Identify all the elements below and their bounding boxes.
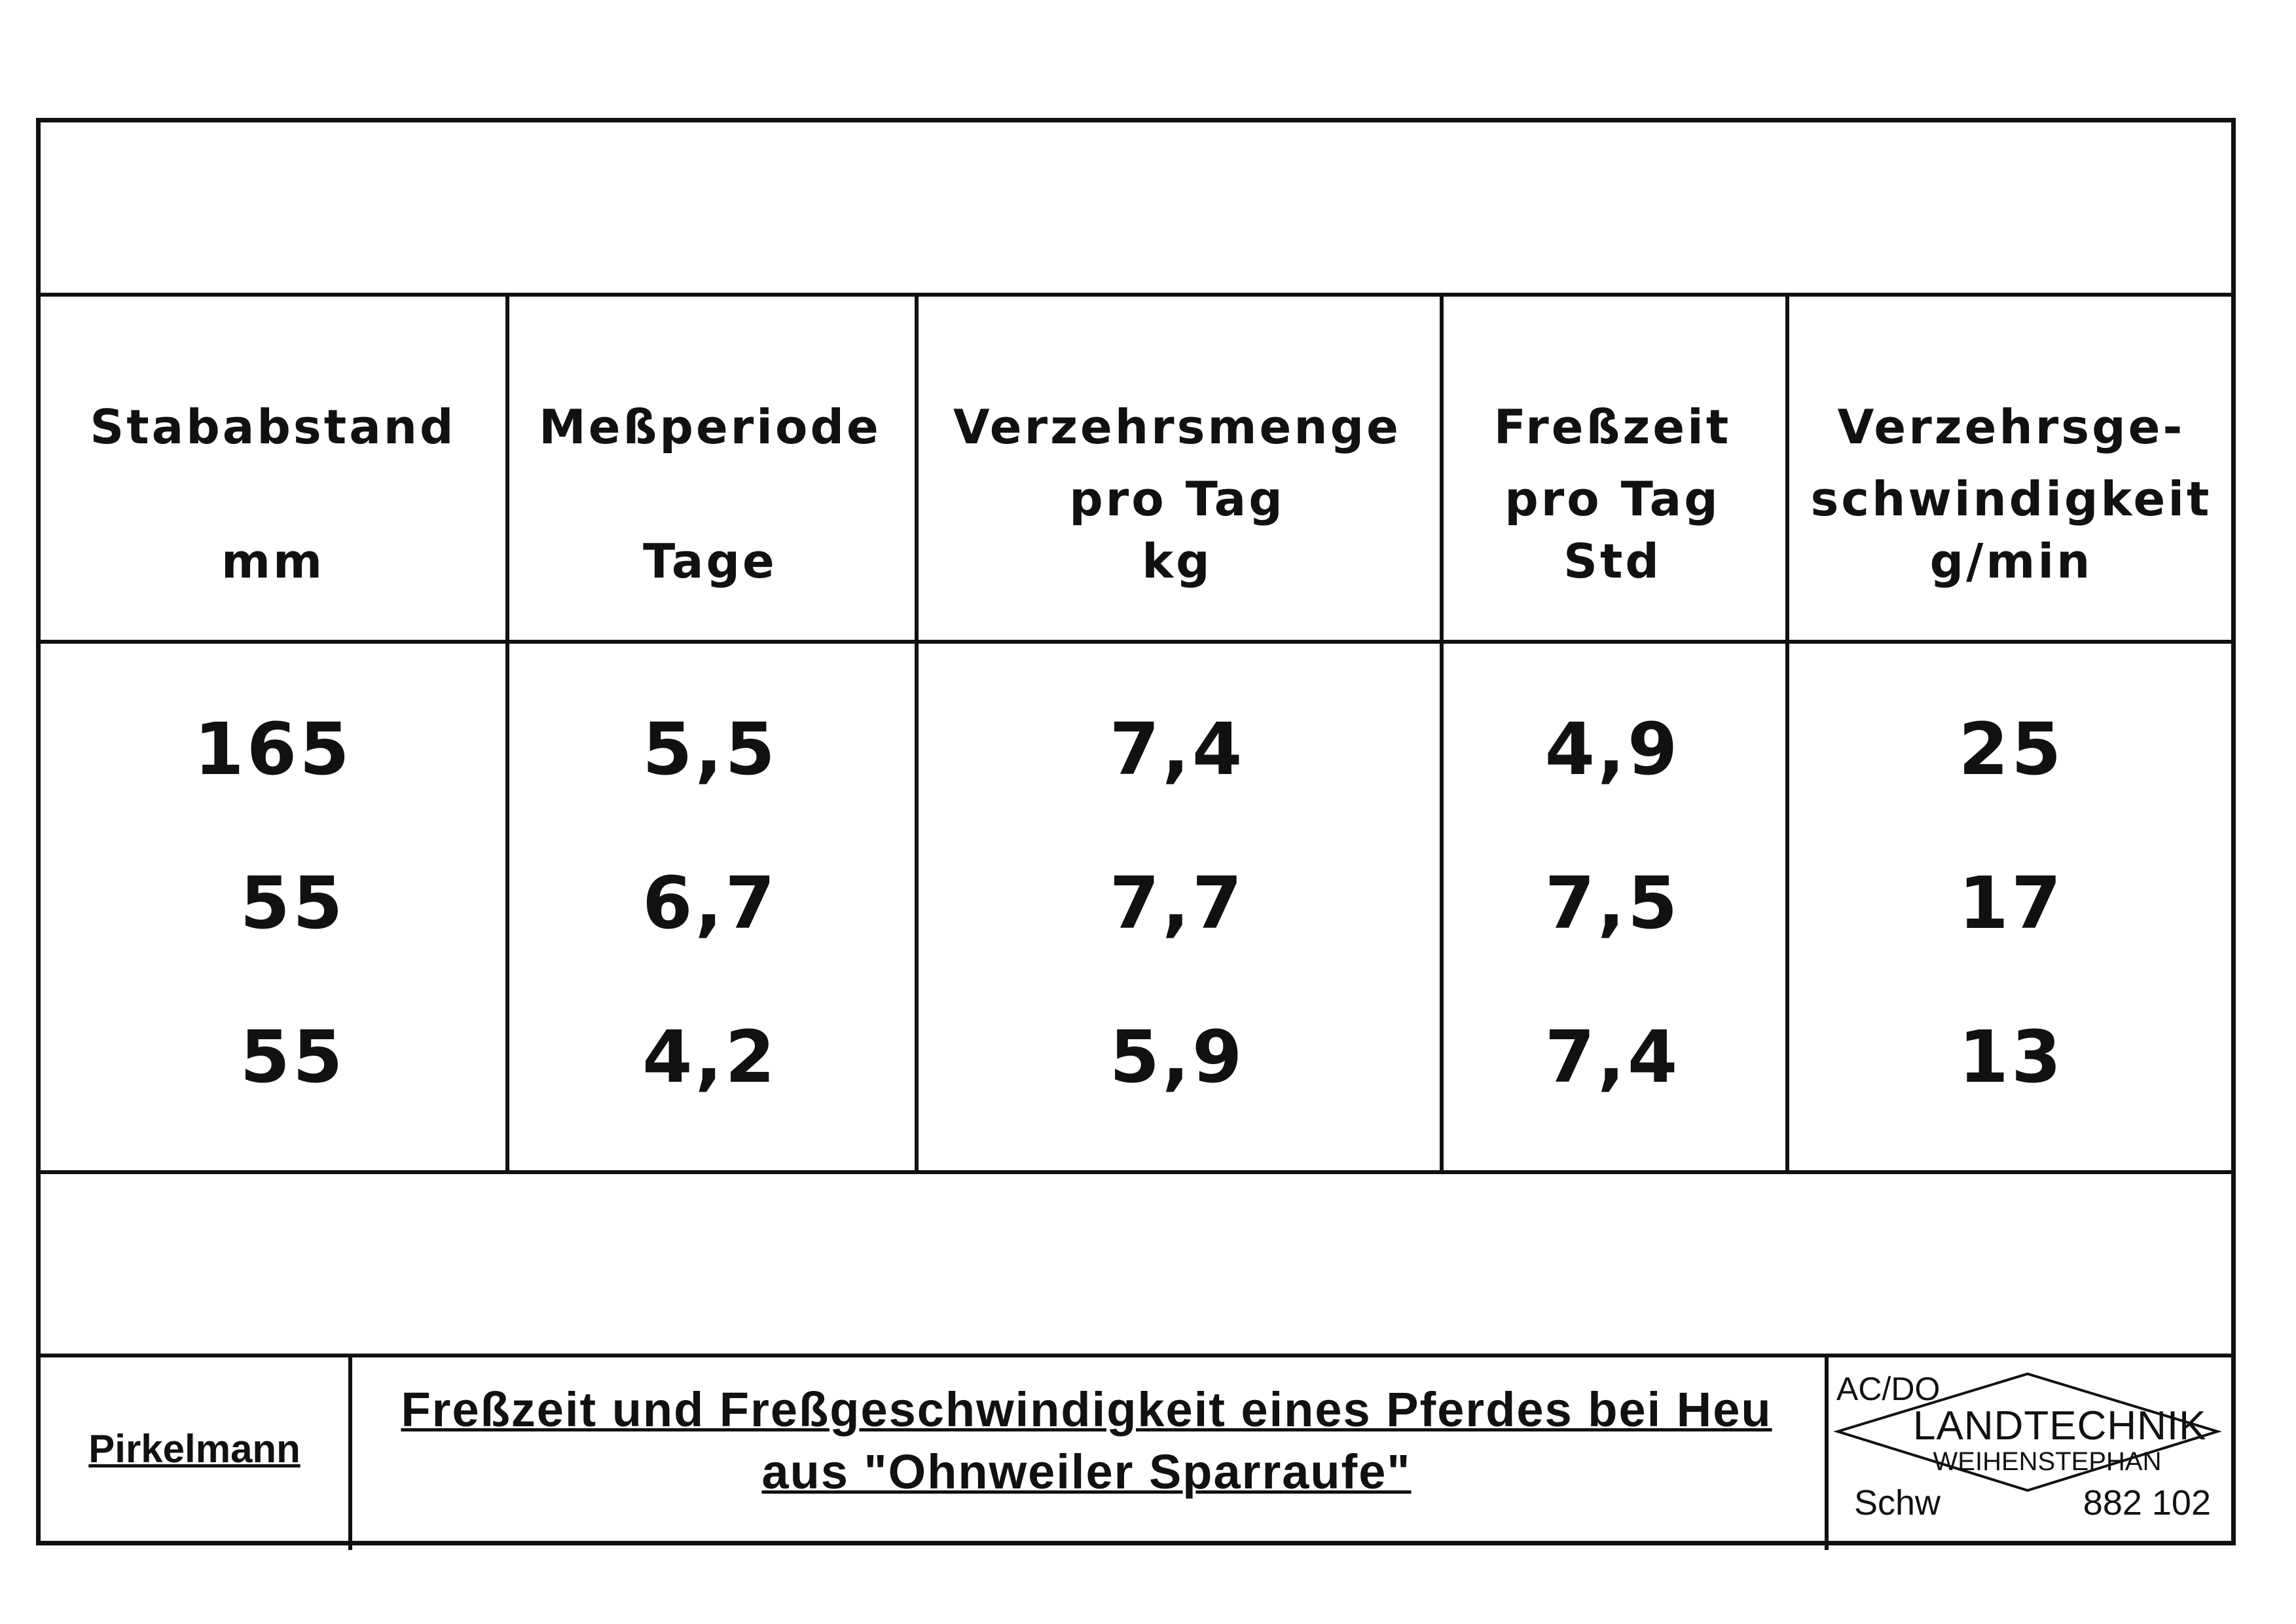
header-unit: kg [1142, 534, 1212, 589]
stamp-sub: WEIHENSTEPHAN [1933, 1447, 2162, 1476]
code-right: 882 102 [2083, 1483, 2211, 1522]
cell-geschwindigkeit: 13 [1958, 1015, 2064, 1099]
header-label: Verzehrsmenge [953, 399, 1401, 454]
cell-verzehrsmenge: 7,7 [1109, 861, 1245, 945]
cell-messperiode: 4,2 [642, 1015, 778, 1099]
cell-messperiode: 5,5 [642, 707, 778, 791]
header-unit: mm [221, 534, 325, 589]
cell-verzehrsmenge: 5,9 [1109, 1015, 1245, 1099]
rule-header-bottom [41, 640, 2231, 644]
stamp-main: LANDTECHNIK [1913, 1403, 2207, 1449]
header-stababstand-unit [41, 177, 505, 589]
header-verzehrsmenge [915, 177, 1440, 589]
header-label-2: pro Tag [1069, 471, 1285, 526]
code-left: Schw [1854, 1483, 1941, 1522]
header-label-2: schwindigkeit [1810, 471, 2212, 526]
cell-fresszeit: 4,9 [1544, 707, 1681, 791]
institute-stamp [1825, 1353, 2232, 1543]
author-name: Pirkelmann [88, 1427, 301, 1471]
cell-stababstand: 55 [240, 861, 346, 945]
header-unit: Tage [643, 534, 777, 589]
header-messperiode [505, 177, 915, 589]
cell-verzehrsmenge: 7,4 [1109, 707, 1245, 791]
cell-fresszeit: 7,4 [1544, 1015, 1681, 1099]
header-label: Verzehrsge- [1837, 399, 2185, 454]
header-unit: g/min [1929, 534, 2093, 589]
cell-fresszeit: 7,5 [1544, 861, 1681, 945]
header-unit: Std [1563, 534, 1662, 589]
caption-line-2: aus "Ohnweiler Sparraufe" [761, 1445, 1412, 1499]
header-label: Stababstand [90, 399, 456, 454]
cell-stababstand: 55 [240, 1015, 346, 1099]
cell-messperiode: 6,7 [642, 861, 778, 945]
cell-geschwindigkeit: 17 [1958, 861, 2064, 945]
caption-line-1: Freßzeit und Freßgeschwindigkeit eines Pferdes bei Heu [401, 1382, 1772, 1437]
header-verzehrsgeschwindigkeit [1785, 177, 2237, 589]
cell-geschwindigkeit: 25 [1958, 707, 2064, 791]
rule-data-bottom [41, 1170, 2231, 1174]
header-label-2: pro Tag [1504, 471, 1721, 526]
header-fresszeit [1440, 177, 1785, 589]
stamp-prefix: AC/DO [1836, 1371, 1941, 1407]
header-label: Meßperiode [539, 399, 881, 454]
cell-stababstand: 165 [194, 707, 352, 791]
header-label: Freßzeit [1493, 399, 1732, 454]
